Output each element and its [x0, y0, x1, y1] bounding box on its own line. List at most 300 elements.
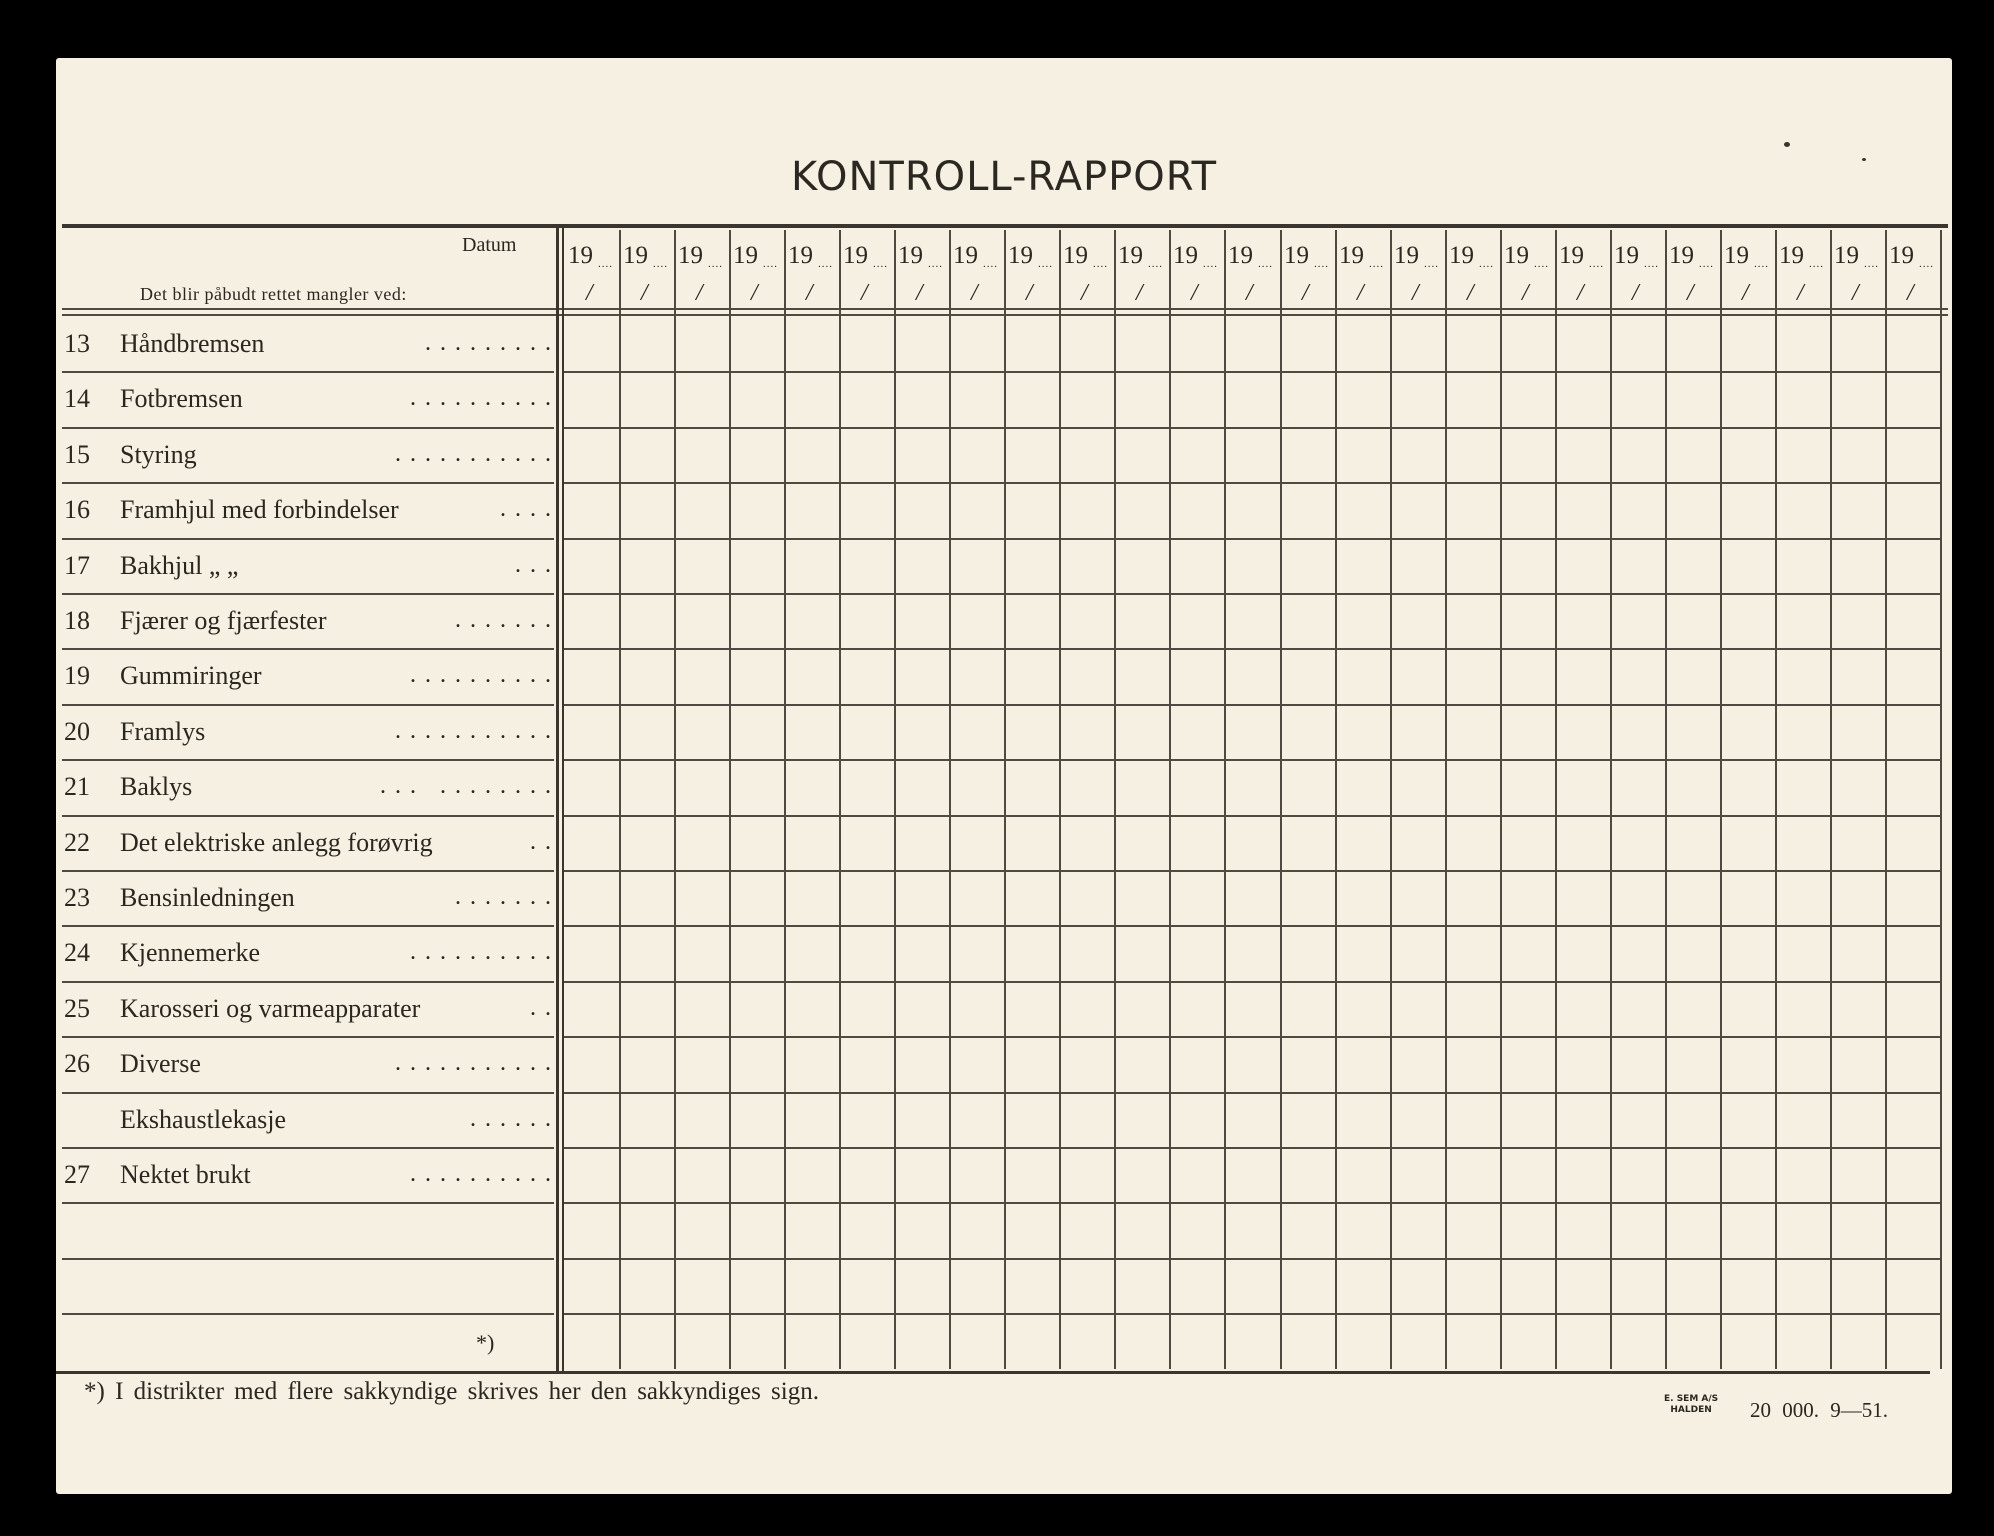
grid-cell[interactable]	[1282, 1149, 1333, 1200]
grid-cell[interactable]	[841, 1149, 892, 1200]
grid-cell[interactable]	[841, 983, 892, 1034]
grid-cell[interactable]	[1557, 1204, 1608, 1255]
grid-cell[interactable]	[1832, 817, 1883, 868]
grid-cell[interactable]	[1502, 817, 1553, 868]
grid-cell[interactable]	[1887, 983, 1938, 1034]
grid-cell[interactable]	[1832, 484, 1883, 535]
grid-cell[interactable]	[676, 595, 727, 646]
grid-cell[interactable]	[676, 706, 727, 757]
grid-cell[interactable]	[841, 927, 892, 978]
grid-cell[interactable]	[1006, 817, 1057, 868]
grid-cell[interactable]	[1447, 373, 1498, 424]
grid-cell[interactable]	[1171, 318, 1222, 369]
grid-cell[interactable]	[1447, 817, 1498, 868]
grid-cell[interactable]	[731, 373, 782, 424]
grid-cell[interactable]	[896, 540, 947, 591]
grid-cell[interactable]	[1667, 1038, 1718, 1089]
grid-cell[interactable]	[896, 595, 947, 646]
grid-cell[interactable]	[1722, 817, 1773, 868]
grid-cell[interactable]	[731, 983, 782, 1034]
grid-cell[interactable]	[1006, 927, 1057, 978]
grid-cell[interactable]	[1612, 540, 1663, 591]
grid-cell[interactable]	[951, 927, 1002, 978]
grid-cell[interactable]	[841, 484, 892, 535]
grid-cell[interactable]	[1667, 1204, 1718, 1255]
grid-cell[interactable]	[1447, 540, 1498, 591]
grid-cell[interactable]	[1226, 761, 1277, 812]
grid-cell[interactable]	[1612, 1094, 1663, 1145]
grid-cell[interactable]	[1171, 1038, 1222, 1089]
grid-cell[interactable]	[841, 429, 892, 480]
grid-cell[interactable]	[1061, 595, 1112, 646]
grid-cell[interactable]	[1171, 1094, 1222, 1145]
grid-cell[interactable]	[1116, 373, 1167, 424]
grid-cell[interactable]	[731, 706, 782, 757]
grid-cell[interactable]	[951, 1315, 1002, 1366]
grid-cell[interactable]	[621, 761, 672, 812]
grid-cell[interactable]	[786, 650, 837, 701]
grid-cell[interactable]	[1887, 429, 1938, 480]
grid-cell[interactable]	[1282, 650, 1333, 701]
grid-cell[interactable]	[1832, 1149, 1883, 1200]
grid-cell[interactable]	[1226, 983, 1277, 1034]
grid-cell[interactable]	[1226, 1038, 1277, 1089]
grid-cell[interactable]	[951, 1204, 1002, 1255]
grid-cell[interactable]	[951, 484, 1002, 535]
grid-cell[interactable]	[731, 1315, 782, 1366]
grid-cell[interactable]	[1722, 373, 1773, 424]
grid-cell[interactable]	[566, 761, 617, 812]
grid-cell[interactable]	[1502, 1204, 1553, 1255]
grid-cell[interactable]	[951, 983, 1002, 1034]
grid-cell[interactable]	[731, 484, 782, 535]
grid-cell[interactable]	[676, 429, 727, 480]
grid-cell[interactable]	[621, 1260, 672, 1311]
grid-cell[interactable]	[951, 872, 1002, 923]
grid-cell[interactable]	[841, 1315, 892, 1366]
grid-cell[interactable]	[1226, 429, 1277, 480]
grid-cell[interactable]	[951, 540, 1002, 591]
grid-cell[interactable]	[1667, 540, 1718, 591]
grid-cell[interactable]	[951, 706, 1002, 757]
grid-cell[interactable]	[1226, 373, 1277, 424]
grid-cell[interactable]	[1722, 318, 1773, 369]
grid-cell[interactable]	[1226, 1094, 1277, 1145]
grid-cell[interactable]	[1282, 373, 1333, 424]
grid-cell[interactable]	[1392, 1315, 1443, 1366]
grid-cell[interactable]	[1777, 817, 1828, 868]
grid-cell[interactable]	[951, 373, 1002, 424]
grid-cell[interactable]	[1832, 927, 1883, 978]
grid-cell[interactable]	[1612, 318, 1663, 369]
grid-cell[interactable]	[1392, 595, 1443, 646]
grid-cell[interactable]	[1226, 1260, 1277, 1311]
grid-cell[interactable]	[1337, 817, 1388, 868]
grid-cell[interactable]	[1777, 983, 1828, 1034]
grid-cell[interactable]	[951, 817, 1002, 868]
grid-cell[interactable]	[786, 595, 837, 646]
grid-cell[interactable]	[1006, 706, 1057, 757]
grid-cell[interactable]	[566, 373, 617, 424]
grid-cell[interactable]	[1447, 1094, 1498, 1145]
grid-cell[interactable]	[1667, 761, 1718, 812]
grid-cell[interactable]	[1777, 1149, 1828, 1200]
grid-cell[interactable]	[676, 484, 727, 535]
grid-cell[interactable]	[1832, 595, 1883, 646]
grid-cell[interactable]	[1777, 1260, 1828, 1311]
grid-cell[interactable]	[896, 983, 947, 1034]
grid-cell[interactable]	[1116, 318, 1167, 369]
grid-cell[interactable]	[786, 1315, 837, 1366]
grid-cell[interactable]	[1447, 650, 1498, 701]
grid-cell[interactable]	[1061, 983, 1112, 1034]
grid-cell[interactable]	[1282, 1094, 1333, 1145]
grid-cell[interactable]	[1006, 595, 1057, 646]
grid-cell[interactable]	[1282, 595, 1333, 646]
grid-cell[interactable]	[621, 872, 672, 923]
grid-cell[interactable]	[1447, 484, 1498, 535]
grid-cell[interactable]	[1061, 1204, 1112, 1255]
grid-cell[interactable]	[1337, 872, 1388, 923]
grid-cell[interactable]	[1557, 318, 1608, 369]
grid-cell[interactable]	[1557, 484, 1608, 535]
grid-cell[interactable]	[731, 1260, 782, 1311]
grid-cell[interactable]	[1777, 429, 1828, 480]
grid-cell[interactable]	[1337, 484, 1388, 535]
grid-cell[interactable]	[1282, 484, 1333, 535]
grid-cell[interactable]	[1502, 1149, 1553, 1200]
grid-cell[interactable]	[951, 761, 1002, 812]
grid-cell[interactable]	[1116, 983, 1167, 1034]
grid-cell[interactable]	[676, 318, 727, 369]
grid-cell[interactable]	[621, 540, 672, 591]
grid-cell[interactable]	[1447, 927, 1498, 978]
grid-cell[interactable]	[621, 429, 672, 480]
grid-cell[interactable]	[566, 1094, 617, 1145]
grid-cell[interactable]	[676, 872, 727, 923]
grid-cell[interactable]	[1832, 1315, 1883, 1366]
grid-cell[interactable]	[1612, 373, 1663, 424]
grid-cell[interactable]	[1612, 1260, 1663, 1311]
grid-cell[interactable]	[1006, 650, 1057, 701]
grid-cell[interactable]	[1116, 429, 1167, 480]
grid-cell[interactable]	[1282, 318, 1333, 369]
grid-cell[interactable]	[1337, 761, 1388, 812]
grid-cell[interactable]	[1392, 1260, 1443, 1311]
grid-cell[interactable]	[786, 872, 837, 923]
grid-cell[interactable]	[786, 1094, 837, 1145]
grid-cell[interactable]	[1006, 1038, 1057, 1089]
grid-cell[interactable]	[1337, 1094, 1388, 1145]
grid-cell[interactable]	[1392, 429, 1443, 480]
grid-cell[interactable]	[951, 1260, 1002, 1311]
grid-cell[interactable]	[1832, 1094, 1883, 1145]
grid-cell[interactable]	[1116, 484, 1167, 535]
grid-cell[interactable]	[1171, 484, 1222, 535]
grid-cell[interactable]	[1887, 817, 1938, 868]
grid-cell[interactable]	[1226, 318, 1277, 369]
grid-cell[interactable]	[1777, 595, 1828, 646]
grid-cell[interactable]	[951, 1094, 1002, 1145]
grid-cell[interactable]	[1557, 595, 1608, 646]
grid-cell[interactable]	[1777, 484, 1828, 535]
grid-cell[interactable]	[1061, 1315, 1112, 1366]
grid-cell[interactable]	[621, 1094, 672, 1145]
grid-cell[interactable]	[1116, 650, 1167, 701]
grid-cell[interactable]	[1447, 429, 1498, 480]
grid-cell[interactable]	[1282, 761, 1333, 812]
grid-cell[interactable]	[676, 650, 727, 701]
grid-cell[interactable]	[1557, 927, 1608, 978]
grid-cell[interactable]	[1006, 983, 1057, 1034]
grid-cell[interactable]	[1006, 429, 1057, 480]
grid-cell[interactable]	[1667, 373, 1718, 424]
grid-cell[interactable]	[1061, 1094, 1112, 1145]
grid-cell[interactable]	[1116, 761, 1167, 812]
grid-cell[interactable]	[1667, 318, 1718, 369]
grid-cell[interactable]	[1006, 1260, 1057, 1311]
grid-cell[interactable]	[1006, 373, 1057, 424]
grid-cell[interactable]	[1337, 927, 1388, 978]
grid-cell[interactable]	[786, 318, 837, 369]
grid-cell[interactable]	[1392, 318, 1443, 369]
grid-cell[interactable]	[841, 706, 892, 757]
grid-cell[interactable]	[786, 1204, 837, 1255]
grid-cell[interactable]	[1777, 706, 1828, 757]
grid-cell[interactable]	[1502, 484, 1553, 535]
grid-cell[interactable]	[841, 1204, 892, 1255]
grid-cell[interactable]	[1612, 1038, 1663, 1089]
grid-cell[interactable]	[676, 983, 727, 1034]
grid-cell[interactable]	[731, 1094, 782, 1145]
grid-cell[interactable]	[841, 872, 892, 923]
grid-cell[interactable]	[566, 484, 617, 535]
grid-cell[interactable]	[1887, 761, 1938, 812]
grid-cell[interactable]	[786, 817, 837, 868]
grid-cell[interactable]	[951, 595, 1002, 646]
grid-cell[interactable]	[1226, 927, 1277, 978]
grid-cell[interactable]	[1832, 983, 1883, 1034]
grid-cell[interactable]	[1226, 540, 1277, 591]
grid-cell[interactable]	[1832, 761, 1883, 812]
grid-cell[interactable]	[1722, 595, 1773, 646]
grid-cell[interactable]	[1502, 872, 1553, 923]
grid-cell[interactable]	[621, 1038, 672, 1089]
grid-cell[interactable]	[1061, 706, 1112, 757]
grid-cell[interactable]	[841, 1260, 892, 1311]
grid-cell[interactable]	[1337, 429, 1388, 480]
grid-cell[interactable]	[896, 1094, 947, 1145]
grid-cell[interactable]	[1722, 1094, 1773, 1145]
grid-cell[interactable]	[1171, 540, 1222, 591]
grid-cell[interactable]	[1392, 872, 1443, 923]
grid-cell[interactable]	[1832, 373, 1883, 424]
grid-cell[interactable]	[841, 318, 892, 369]
grid-cell[interactable]	[731, 817, 782, 868]
grid-cell[interactable]	[566, 706, 617, 757]
grid-cell[interactable]	[1832, 1204, 1883, 1255]
grid-cell[interactable]	[1061, 540, 1112, 591]
grid-cell[interactable]	[841, 1094, 892, 1145]
grid-cell[interactable]	[1832, 1038, 1883, 1089]
grid-cell[interactable]	[1282, 1204, 1333, 1255]
grid-cell[interactable]	[1722, 872, 1773, 923]
grid-cell[interactable]	[1667, 872, 1718, 923]
grid-cell[interactable]	[1502, 1038, 1553, 1089]
grid-cell[interactable]	[1447, 595, 1498, 646]
grid-cell[interactable]	[1667, 927, 1718, 978]
grid-cell[interactable]	[1612, 650, 1663, 701]
grid-cell[interactable]	[1667, 650, 1718, 701]
grid-cell[interactable]	[1887, 595, 1938, 646]
grid-cell[interactable]	[1282, 1038, 1333, 1089]
grid-cell[interactable]	[1502, 927, 1553, 978]
grid-cell[interactable]	[1337, 1149, 1388, 1200]
grid-cell[interactable]	[1282, 1315, 1333, 1366]
grid-cell[interactable]	[1667, 429, 1718, 480]
grid-cell[interactable]	[1667, 817, 1718, 868]
grid-cell[interactable]	[1832, 540, 1883, 591]
grid-cell[interactable]	[786, 706, 837, 757]
grid-cell[interactable]	[731, 1204, 782, 1255]
grid-cell[interactable]	[1777, 1315, 1828, 1366]
grid-cell[interactable]	[1557, 817, 1608, 868]
grid-cell[interactable]	[566, 1149, 617, 1200]
grid-cell[interactable]	[1392, 706, 1443, 757]
grid-cell[interactable]	[1447, 1038, 1498, 1089]
grid-cell[interactable]	[1832, 650, 1883, 701]
grid-cell[interactable]	[1006, 1315, 1057, 1366]
grid-cell[interactable]	[731, 318, 782, 369]
grid-cell[interactable]	[1667, 1149, 1718, 1200]
grid-cell[interactable]	[896, 318, 947, 369]
grid-cell[interactable]	[1226, 1315, 1277, 1366]
grid-cell[interactable]	[896, 1204, 947, 1255]
grid-cell[interactable]	[1777, 650, 1828, 701]
grid-cell[interactable]	[1777, 1204, 1828, 1255]
grid-cell[interactable]	[1226, 595, 1277, 646]
grid-cell[interactable]	[1722, 706, 1773, 757]
grid-cell[interactable]	[676, 373, 727, 424]
grid-cell[interactable]	[1282, 540, 1333, 591]
grid-cell[interactable]	[1887, 927, 1938, 978]
grid-cell[interactable]	[676, 1204, 727, 1255]
grid-cell[interactable]	[1612, 484, 1663, 535]
grid-cell[interactable]	[1777, 1038, 1828, 1089]
grid-cell[interactable]	[621, 927, 672, 978]
grid-cell[interactable]	[1667, 484, 1718, 535]
grid-cell[interactable]	[896, 484, 947, 535]
grid-cell[interactable]	[566, 983, 617, 1034]
grid-cell[interactable]	[676, 540, 727, 591]
grid-cell[interactable]	[1612, 595, 1663, 646]
grid-cell[interactable]	[951, 650, 1002, 701]
grid-cell[interactable]	[1887, 1149, 1938, 1200]
grid-cell[interactable]	[786, 983, 837, 1034]
grid-cell[interactable]	[1116, 872, 1167, 923]
grid-cell[interactable]	[1777, 927, 1828, 978]
grid-cell[interactable]	[1337, 318, 1388, 369]
grid-cell[interactable]	[1612, 706, 1663, 757]
grid-cell[interactable]	[566, 429, 617, 480]
grid-cell[interactable]	[1722, 429, 1773, 480]
grid-cell[interactable]	[1171, 650, 1222, 701]
grid-cell[interactable]	[841, 1038, 892, 1089]
grid-cell[interactable]	[621, 817, 672, 868]
grid-cell[interactable]	[1171, 927, 1222, 978]
grid-cell[interactable]	[951, 1038, 1002, 1089]
grid-cell[interactable]	[1722, 540, 1773, 591]
grid-cell[interactable]	[1832, 429, 1883, 480]
grid-cell[interactable]	[676, 1038, 727, 1089]
grid-cell[interactable]	[676, 817, 727, 868]
grid-cell[interactable]	[1392, 650, 1443, 701]
grid-cell[interactable]	[841, 817, 892, 868]
grid-cell[interactable]	[1887, 706, 1938, 757]
grid-cell[interactable]	[1612, 1204, 1663, 1255]
grid-cell[interactable]	[1557, 1094, 1608, 1145]
grid-cell[interactable]	[1116, 817, 1167, 868]
grid-cell[interactable]	[1612, 1315, 1663, 1366]
grid-cell[interactable]	[1887, 1315, 1938, 1366]
grid-cell[interactable]	[1337, 983, 1388, 1034]
grid-cell[interactable]	[1282, 983, 1333, 1034]
grid-cell[interactable]	[841, 595, 892, 646]
grid-cell[interactable]	[1171, 373, 1222, 424]
grid-cell[interactable]	[566, 595, 617, 646]
grid-cell[interactable]	[1061, 761, 1112, 812]
grid-cell[interactable]	[676, 1149, 727, 1200]
grid-cell[interactable]	[1612, 927, 1663, 978]
grid-cell[interactable]	[1722, 1038, 1773, 1089]
grid-cell[interactable]	[1667, 1260, 1718, 1311]
grid-cell[interactable]	[731, 1038, 782, 1089]
grid-cell[interactable]	[786, 761, 837, 812]
grid-cell[interactable]	[1337, 650, 1388, 701]
grid-cell[interactable]	[1557, 872, 1608, 923]
grid-cell[interactable]	[1226, 650, 1277, 701]
grid-cell[interactable]	[1337, 706, 1388, 757]
grid-cell[interactable]	[1171, 1149, 1222, 1200]
grid-cell[interactable]	[1392, 1038, 1443, 1089]
grid-cell[interactable]	[1447, 1204, 1498, 1255]
grid-cell[interactable]	[566, 1038, 617, 1089]
grid-cell[interactable]	[1722, 927, 1773, 978]
grid-cell[interactable]	[566, 1260, 617, 1311]
grid-cell[interactable]	[1887, 484, 1938, 535]
grid-cell[interactable]	[1392, 540, 1443, 591]
grid-cell[interactable]	[1447, 983, 1498, 1034]
grid-cell[interactable]	[676, 761, 727, 812]
grid-cell[interactable]	[896, 429, 947, 480]
grid-cell[interactable]	[1777, 1094, 1828, 1145]
grid-cell[interactable]	[621, 706, 672, 757]
grid-cell[interactable]	[786, 429, 837, 480]
grid-cell[interactable]	[1392, 1149, 1443, 1200]
grid-cell[interactable]	[896, 706, 947, 757]
grid-cell[interactable]	[1502, 373, 1553, 424]
grid-cell[interactable]	[1006, 484, 1057, 535]
grid-cell[interactable]	[1777, 318, 1828, 369]
grid-cell[interactable]	[896, 1038, 947, 1089]
grid-cell[interactable]	[1447, 318, 1498, 369]
grid-cell[interactable]	[1171, 706, 1222, 757]
grid-cell[interactable]	[1722, 761, 1773, 812]
grid-cell[interactable]	[1006, 318, 1057, 369]
grid-cell[interactable]	[731, 1149, 782, 1200]
grid-cell[interactable]	[1171, 872, 1222, 923]
grid-cell[interactable]	[1226, 817, 1277, 868]
